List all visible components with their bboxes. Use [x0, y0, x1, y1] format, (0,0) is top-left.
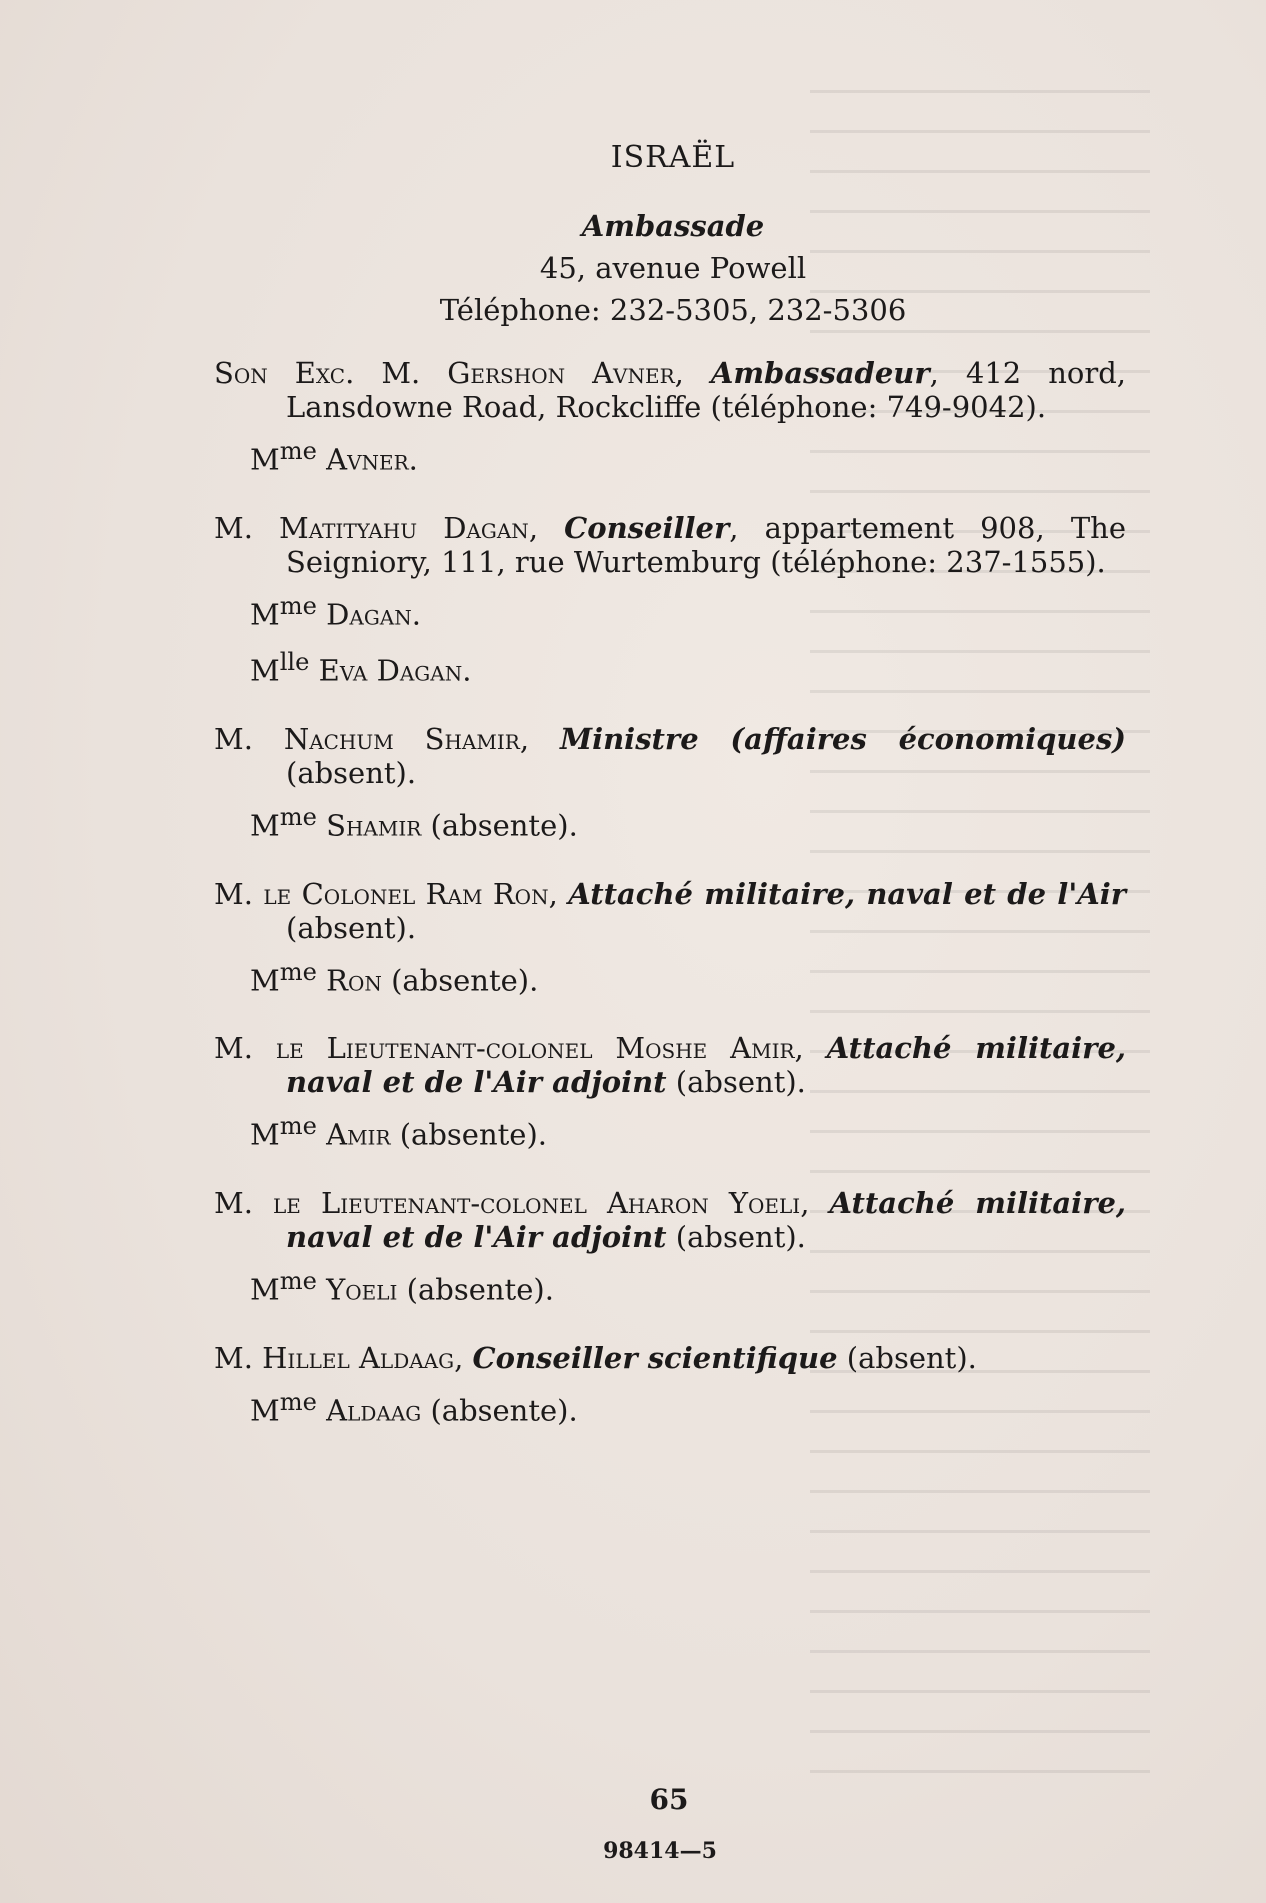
spouse-name: Eva Dagan — [318, 653, 463, 688]
staff-name: Son Exc. M. Gershon Avner — [214, 356, 675, 390]
embassy-header — [0, 205, 1266, 331]
staff-details: (absent). — [837, 1340, 977, 1375]
staff-entry — [214, 1031, 1126, 1152]
staff-entry — [214, 722, 1126, 843]
spouse-line: $M^{me}$ Yoeli (absente). — [250, 1266, 554, 1307]
spouse-name: Yoeli — [326, 1272, 398, 1307]
spouse-suffix: (absente). — [421, 808, 578, 843]
staff-name: M. le Lieutenant-colonel Aharon Yoeli — [214, 1185, 801, 1220]
spouse-line: $M^{me}$ Ron (absente). — [250, 957, 539, 998]
staff-details: (absent). — [666, 1219, 806, 1254]
embassy-phone: Téléphone: 232-5305, 232-5306 — [439, 293, 907, 327]
spouse-line: $M^{me}$ Shamir (absente). — [250, 802, 578, 843]
spouse-suffix: (absente). — [397, 1272, 554, 1307]
staff-role: Attaché militaire, naval et de l'Air adjoint — [286, 1031, 1127, 1100]
spouse-title-suffix: lle — [279, 648, 310, 677]
staff-role: Conseiller scientifique — [472, 1340, 838, 1375]
staff-entry — [214, 511, 1126, 688]
spouse-suffix: . — [408, 442, 418, 477]
staff-details: , appartement 908, The Seigniory, 111, rue Wurtemburg (téléphone: 237-1555). — [286, 510, 1126, 579]
spouse-title-suffix: me — [279, 957, 317, 986]
staff-main-line: M. Nachum Shamir, Ministre (affaires économiques) (absent). — [214, 721, 1127, 790]
spouse-name: Shamir — [326, 808, 422, 843]
spouse-title-suffix: me — [279, 802, 317, 831]
staff-role: Ambassadeur — [710, 356, 930, 390]
staff-details: (absent). — [666, 1065, 806, 1100]
spouse-line: $M^{me}$ Avner. — [250, 437, 418, 477]
spouse-name: Dagan — [326, 597, 412, 632]
staff-role: Conseiller — [564, 510, 730, 545]
daughter-line: $M^{lle}$ Eva Dagan. — [250, 648, 472, 688]
spouse-name: Aldaag — [326, 1393, 422, 1428]
spouse-title-suffix: me — [279, 437, 317, 465]
staff-main-line: M. Hillel Aldaag, Conseiller scientifique (absent). — [214, 1340, 977, 1375]
staff-name: M. Matityahu Dagan — [214, 510, 529, 545]
spouse-suffix: (absente). — [421, 1393, 578, 1428]
spouse-suffix: . — [462, 653, 472, 688]
staff-name: M. Hillel Aldaag — [214, 1340, 455, 1375]
staff-entry — [214, 1341, 1126, 1428]
staff-role: Attaché militaire, naval et de l'Air — [568, 876, 1126, 911]
staff-details: (absent). — [286, 910, 417, 945]
staff-name: M. le Lieutenant-colonel Moshe Amir — [214, 1031, 795, 1066]
staff-main-line: M. le Lieutenant-colonel Moshe Amir, Attaché militaire, naval et de l'Air adjoint (absent). — [214, 1031, 1127, 1100]
staff-name: M. Nachum Shamir — [214, 721, 520, 756]
spouse-name: Avner — [326, 442, 409, 477]
staff-details: (absent). — [286, 755, 417, 790]
spouse-suffix: . — [411, 597, 421, 632]
page-number: 65 — [649, 1783, 689, 1816]
staff-name: M. le Colonel Ram Ron — [214, 876, 549, 911]
spouse-title-suffix: me — [279, 1112, 317, 1141]
staff-role: Ministre (affaires économiques) — [559, 721, 1127, 756]
spouse-title-suffix: me — [279, 591, 317, 620]
staff-main-line: M. Matityahu Dagan, Conseiller, appartement 908, The Seigniory, 111, rue Wurtemburg (téléphone: 237-1555). — [214, 510, 1126, 579]
spouse-title-suffix: me — [279, 1266, 317, 1295]
embassy-address: 45, avenue Powell — [539, 251, 807, 285]
print-code: 98414—5 — [603, 1838, 717, 1864]
embassy-label: Ambassade — [581, 209, 765, 243]
spouse-line: $M^{me}$ Amir (absente). — [250, 1112, 547, 1152]
spouse-suffix: (absente). — [390, 1117, 547, 1152]
spouse-name: Ron — [326, 963, 382, 998]
spouse-suffix: (absente). — [381, 963, 539, 998]
staff-entry — [214, 1186, 1126, 1307]
staff-main-line: Son Exc. M. Gershon Avner, Ambassadeur, 412 nord, Lansdowne Road, Rockcliffe (téléphone: 749-9042). — [214, 356, 1126, 424]
spouse-title-suffix: me — [279, 1387, 317, 1416]
staff-list — [214, 356, 1126, 1461]
spouse-line: $M^{me}$ Aldaag (absente). — [250, 1387, 578, 1428]
staff-role: Attaché militaire, naval et de l'Air adjoint — [286, 1185, 1127, 1254]
staff-entry — [214, 356, 1126, 477]
spouse-name: Amir — [326, 1117, 391, 1152]
staff-main-line: M. le Colonel Ram Ron, Attaché militaire, naval et de l'Air (absent). — [214, 876, 1126, 945]
staff-entry — [214, 877, 1126, 998]
spouse-line: $M^{me}$ Dagan. — [250, 591, 421, 632]
staff-details: , 412 nord, Lansdowne Road, Rockcliffe (téléphone: 749-9042). — [286, 356, 1126, 424]
country-title: ISRAËL — [610, 140, 736, 175]
staff-main-line: M. le Lieutenant-colonel Aharon Yoeli, Attaché militaire, naval et de l'Air adjoint (absent). — [214, 1185, 1127, 1254]
